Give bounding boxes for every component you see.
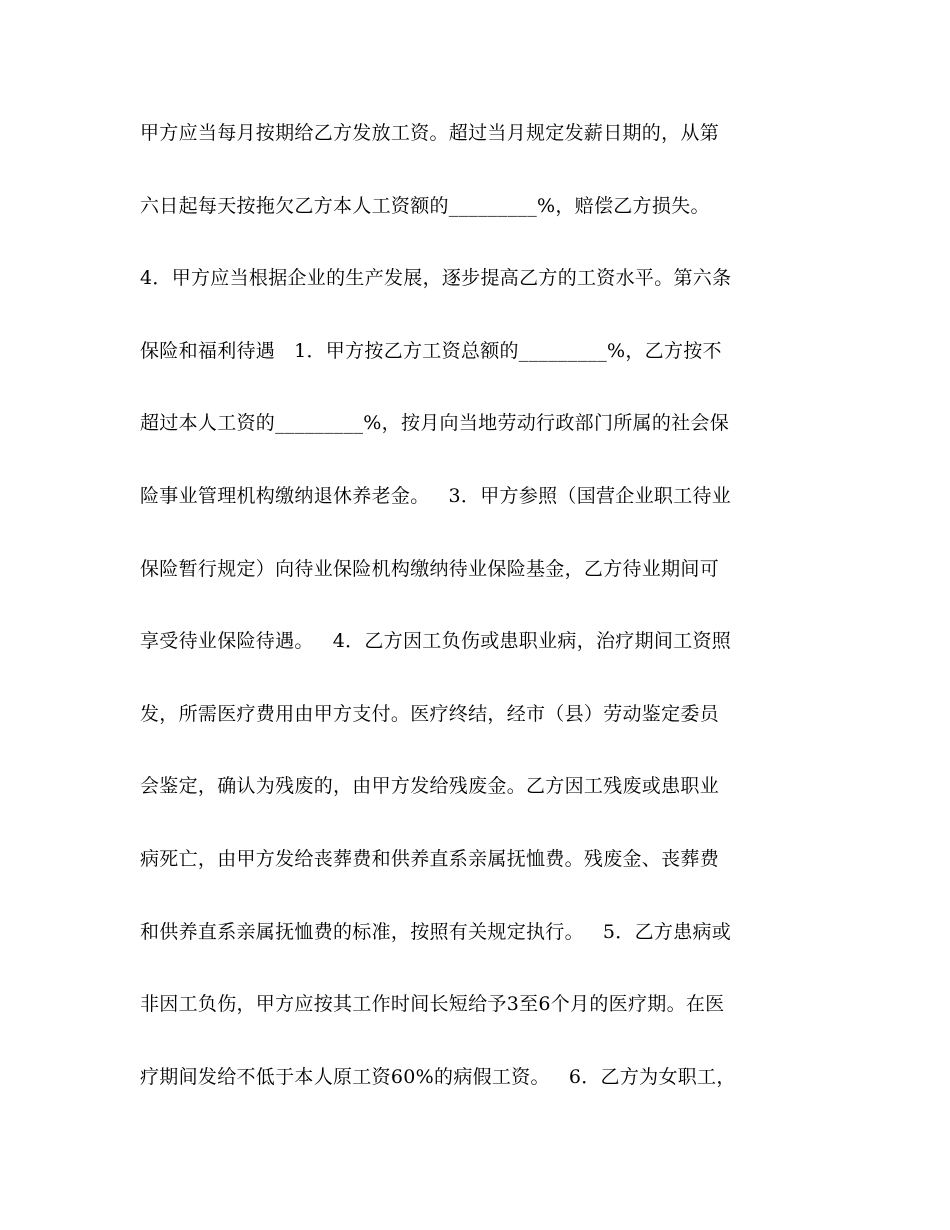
text-line: 超过本人工资的_________%，按月向当地劳动行政部门所属的社会保 (140, 412, 730, 435)
text-line: 非因工负伤，甲方应按其工作时间长短给予3至6个月的医疗期。在医 (140, 993, 725, 1016)
text-line: 发，所需医疗费用由甲方支付。医疗终结，经市（县）劳动鉴定委员 (140, 702, 720, 725)
text-line: 甲方应当每月按期给乙方发放工资。超过当月规定发薪日期的，从第 (140, 122, 720, 144)
text-line: 享受待业保险待遇。 4．乙方因工负伤或患职业病，治疗期间工资照 (140, 630, 732, 653)
text-line: 保险暂行规定）向待业保险机构缴纳待业保险基金，乙方待业期间可 (140, 557, 720, 580)
text-line: 疗期间发给不低于本人原工资60%的病假工资。 6．乙方为女职工， (140, 1065, 736, 1088)
document-body (140, 120, 840, 1136)
text-line: 和供养直系亲属抚恤费的标准，按照有关规定执行。 5．乙方患病或 (140, 920, 732, 943)
text-line: 六日起每天按拖欠乙方本人工资额的_________%，赔偿乙方损失。 (140, 194, 710, 217)
text-line: 会鉴定，确认为残废的，由甲方发给残废金。乙方因工残废或患职业 (140, 775, 720, 798)
text-line: 病死亡，由甲方发给丧葬费和供养直系亲属抚恤费。残废金、丧葬费 (140, 847, 720, 870)
text-line: 4．甲方应当根据企业的生产发展，逐步提高乙方的工资水平。第六条 (140, 267, 732, 290)
text-line: 险事业管理机构缴纳退休养老金。 3．甲方参照（国营企业职工待业 (140, 484, 732, 507)
text-line: 保险和福利待遇 1．甲方按乙方工资总额的_________%，乙方按不 (140, 339, 722, 362)
